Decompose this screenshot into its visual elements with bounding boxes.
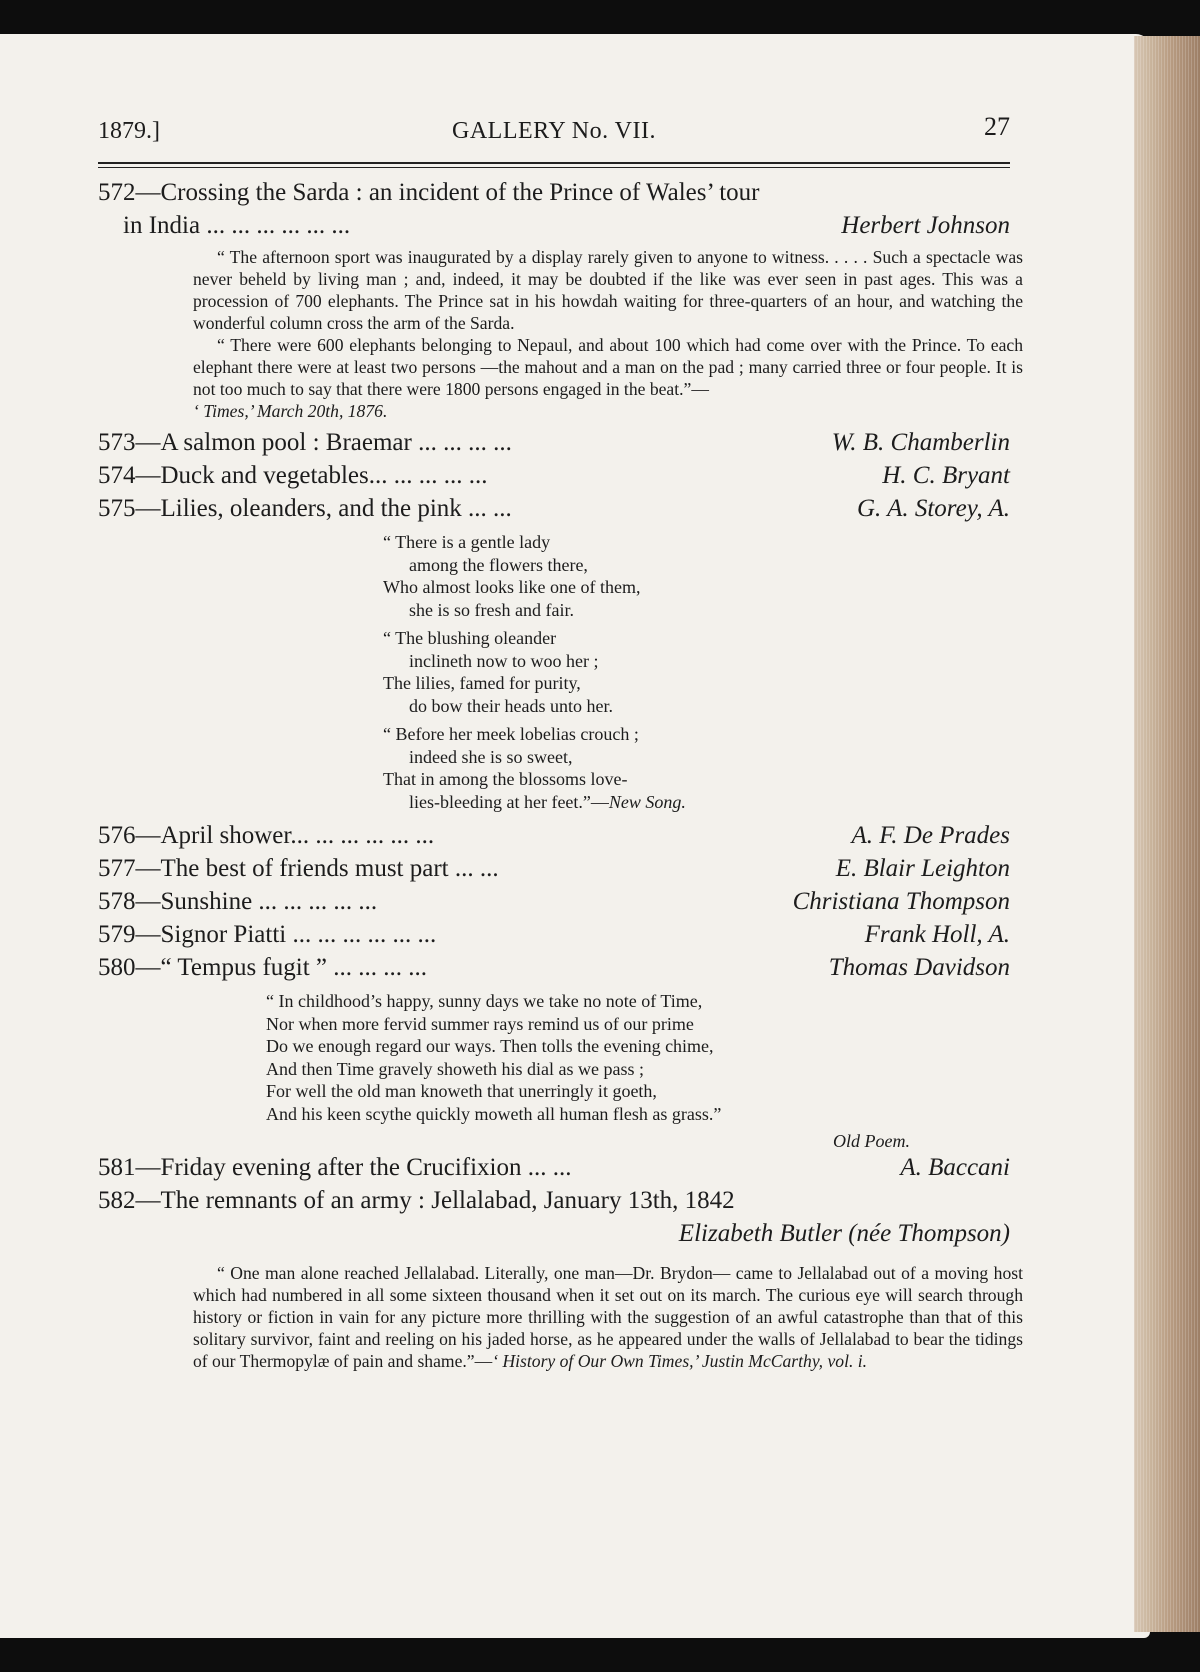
entry-title: 577—The best of friends must part ... ... — [98, 855, 499, 882]
running-header — [98, 112, 1010, 152]
entry-580-verse — [266, 990, 1010, 1125]
verse-line: among the flowers there, — [409, 554, 588, 575]
entry-artist: Christiana Thompson — [792, 888, 1010, 915]
quote-paragraph: “ The afternoon sport was inaugurated by a display rarely given to anyone to witness. . . . . Such a spectacle was never beheld by living man ; and, indeed, it may be doubted if the like was ever seen in past ages. This was a procession of 700 elephants. The Prince sat in his howdah waiting for three-quarters of an hour, and watching the wonderful column cross the arm of the Sarda. — [193, 247, 1023, 333]
entry-title: 573—A salmon pool : Braemar ... ... ... ... — [98, 429, 512, 456]
verse-stanza — [383, 627, 1010, 717]
entry-title: 578—Sunshine ... ... ... ... ... — [98, 888, 378, 915]
entry-572-quote — [193, 246, 1023, 422]
catalogue-entry-580 — [98, 951, 1010, 984]
header-year: 1879.] — [98, 118, 160, 144]
entry-artist: Thomas Davidson — [828, 954, 1010, 981]
page-number: 27 — [984, 112, 1010, 141]
header-gallery: GALLERY No. VII. — [452, 118, 656, 144]
catalogue-entry-576 — [98, 819, 1010, 852]
verse-line: Who almost looks like one of them, — [383, 577, 641, 597]
page-content — [98, 112, 1023, 1376]
catalogue-entry-582-artist — [98, 1217, 1010, 1250]
verse-stanza — [383, 723, 1010, 813]
entry-title-continued: in India ... ... ... ... ... ... — [123, 212, 351, 239]
entry-title: 575—Lilies, oleanders, and the pink ... ... — [98, 495, 512, 522]
verse-line: she is so fresh and fair. — [409, 599, 574, 620]
quote-paragraph — [193, 1262, 1023, 1372]
catalogue-entry-578 — [98, 885, 1010, 918]
quote-paragraph — [193, 334, 1023, 400]
entry-artist: G. A. Storey, A. — [856, 495, 1010, 522]
verse-line: “ In childhood’s happy, sunny days we take no note of Time, — [266, 991, 703, 1011]
verse-line: That in among the blossoms love- — [383, 769, 628, 789]
catalogue-entry-573 — [98, 426, 1010, 459]
verse-source: New Song. — [608, 791, 686, 812]
verse-line: And then Time gravely showeth his dial as we pass ; — [266, 1058, 644, 1079]
entry-title: 580—“ Tempus fugit ” ... ... ... ... — [98, 954, 428, 981]
verse-line: The lilies, famed for purity, — [383, 673, 581, 693]
entry-title: 572—Crossing the Sarda : an incident of the Prince of Wales’ tour — [98, 179, 760, 206]
catalogue-entry-577 — [98, 852, 1010, 885]
catalogue-entry-574 — [98, 459, 1010, 492]
verse-text: lies-bleeding at her feet.”— — [409, 791, 609, 812]
catalogue-entry-575 — [98, 492, 1010, 525]
catalogue-entry-581 — [98, 1151, 1010, 1184]
entry-artist: A. Baccani — [900, 1154, 1010, 1181]
entry-artist: W. B. Chamberlin — [831, 429, 1010, 456]
entry-artist: Frank Holl, A. — [864, 921, 1010, 948]
quote-text: “ One man alone reached Jellalabad. Literally, one man—Dr. Brydon— came to Jellalabad out of a moving host which had numbered in all some sixteen thousand when it set out on its march. The curious eye will search through history or fiction in vain for any picture more thrilling with the suggestion of an awful catastrophe than that of this solitary survivor, faint and reeling on his jaded horse, as he appeared under the walls of Jellalabad to bear the tidings of our Thermopylæ of pain and shame.”— — [193, 1263, 1023, 1371]
entry-title: 581—Friday evening after the Crucifixion ... ... — [98, 1154, 572, 1181]
verse-line: For well the old man knoweth that unerringly it goeth, — [266, 1081, 657, 1101]
catalogue-entry-582 — [98, 1184, 1010, 1217]
verse-stanza — [383, 531, 1010, 621]
verse-line — [383, 791, 1010, 814]
verse-line: inclineth now to woo her ; — [409, 650, 599, 671]
catalogue-entry-572 — [98, 176, 1010, 209]
verse-line: Nor when more fervid summer rays remind us of our prime — [266, 1013, 694, 1034]
verse-line: indeed she is so sweet, — [409, 746, 573, 767]
entry-artist: H. C. Bryant — [882, 462, 1010, 489]
entry-artist: E. Blair Leighton — [835, 855, 1010, 882]
verse-line: “ Before her meek lobelias crouch ; — [383, 724, 639, 744]
book-page-edges — [1134, 36, 1200, 1632]
verse-line: do bow their heads unto her. — [409, 695, 613, 716]
catalogue-entry-579 — [98, 918, 1010, 951]
entry-title: 579—Signor Piatti ... ... ... ... ... ... — [98, 921, 437, 948]
verse-source: Old Poem. — [833, 1131, 910, 1151]
entry-title: 576—April shower... ... ... ... ... ... — [98, 822, 435, 849]
quote-source: ‘ History of Our Own Times,’ Justin McCarthy, vol. i. — [492, 1351, 868, 1371]
entry-artist: Herbert Johnson — [841, 212, 1010, 239]
verse-line: And his keen scythe quickly moweth all human flesh as grass.” — [266, 1103, 722, 1124]
verse-line: Do we enough regard our ways. Then tolls the evening chime, — [266, 1036, 714, 1056]
header-rule — [98, 162, 1010, 168]
entry-575-verse — [383, 531, 1010, 813]
catalogue-entry-572-line2 — [98, 209, 1010, 242]
entry-title: 582—The remnants of an army : Jellalabad, January 13th, 1842 — [98, 1187, 735, 1214]
verse-line: “ The blushing oleander — [383, 628, 557, 648]
entry-title: 574—Duck and vegetables... ... ... ... ... — [98, 462, 488, 489]
quote-source: ‘ Times,’ March 20th, 1876. — [193, 401, 388, 421]
quote-text: “ There were 600 elephants belonging to Nepaul, and about 100 which had come over with the Prince. To each elephant there were at least two persons —the mahout and a man on the pad ; many carried three or four people. It is not too much to say that there were 1800 persons engaged in the beat.”— — [193, 335, 1023, 399]
entry-artist: Elizabeth Butler (née Thompson) — [678, 1220, 1010, 1247]
verse-line: “ There is a gentle lady — [383, 532, 551, 552]
entry-artist: A. F. De Prades — [851, 822, 1010, 849]
entry-582-quote — [193, 1262, 1023, 1372]
